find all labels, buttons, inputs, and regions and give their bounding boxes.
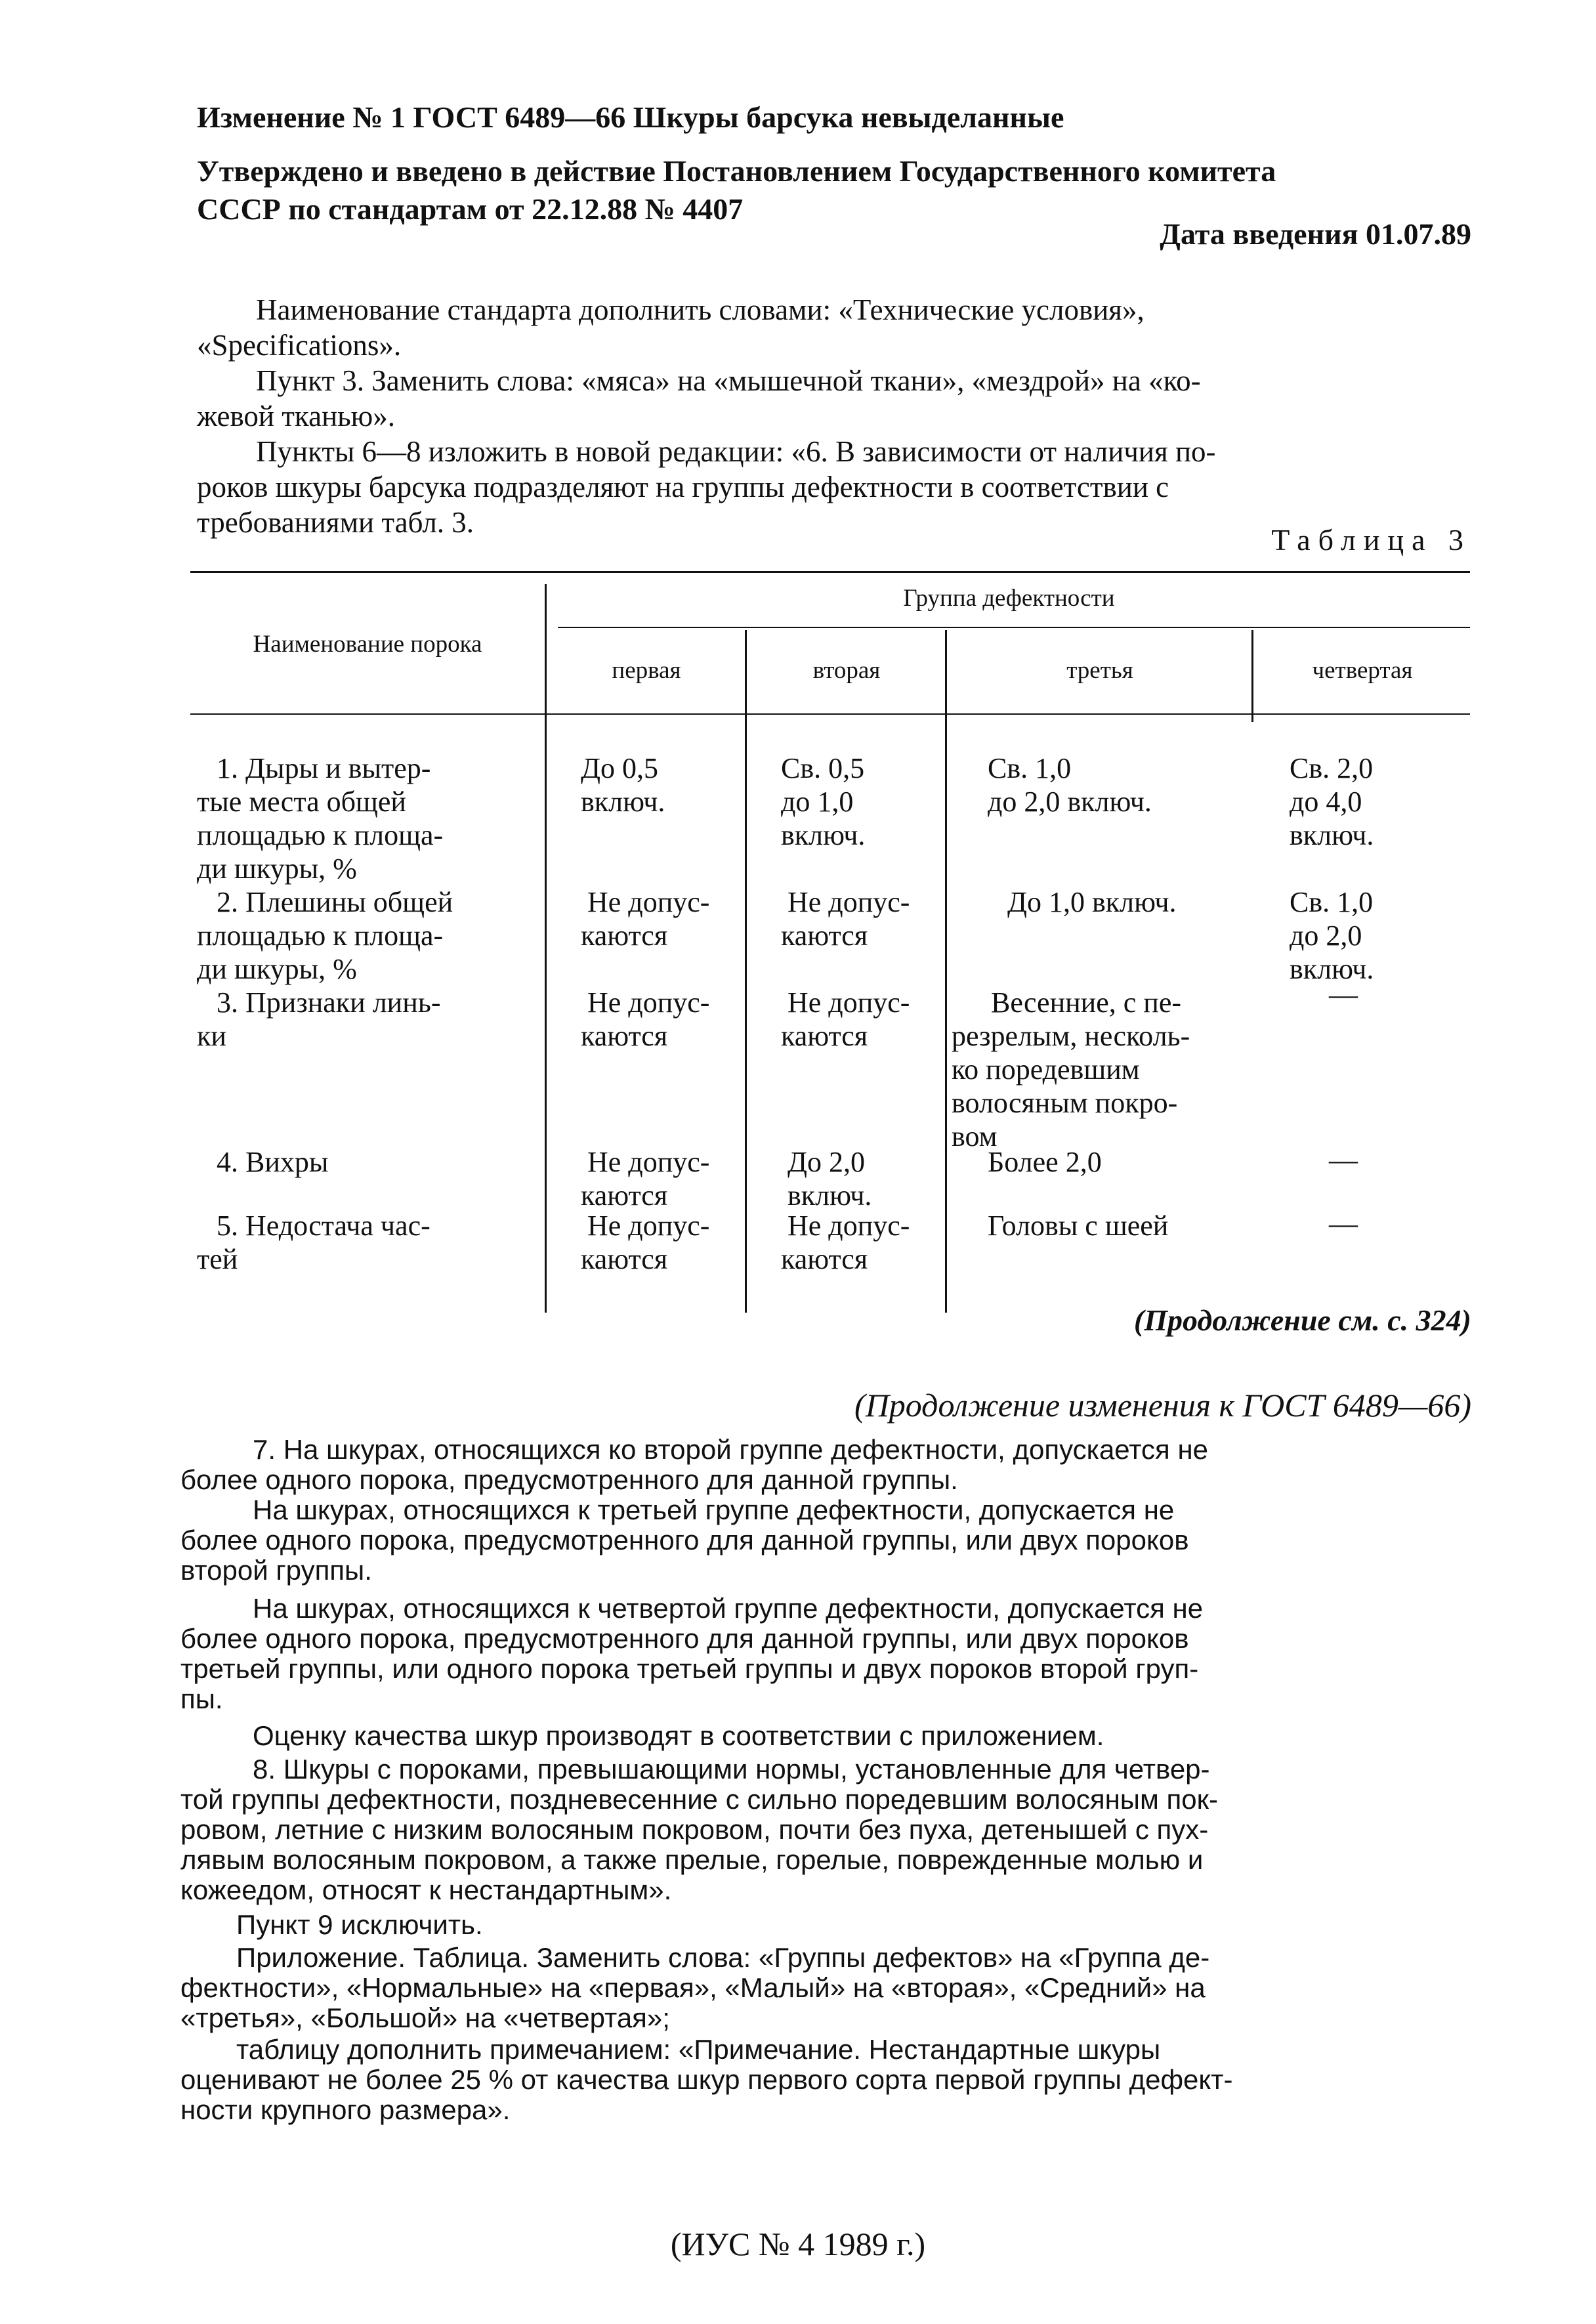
paragraph-point-9 (180, 1910, 1467, 1940)
cell-line: площадью к площа- (197, 819, 444, 851)
cell-line: Св. 1,0 (1290, 886, 1374, 918)
cell-line: до 2,0 включ. (988, 786, 1152, 818)
group-header-rule (558, 627, 1470, 628)
table-row-1-fourth (1290, 751, 1374, 852)
text-line: кожеедом, относят к нестандартным». (180, 1874, 672, 1905)
introduction-date: Дата введения 01.07.89 (1160, 217, 1471, 251)
table-row-5-fourth: — (1329, 1208, 1358, 1240)
table-row-1-name (197, 751, 443, 885)
cell-line: включ. (1290, 953, 1374, 985)
table-row-1-first (581, 751, 665, 818)
column-header-defect-name: Наименование порока (253, 631, 482, 658)
publication-source: (ИУС № 4 1989 г.) (670, 2226, 926, 2262)
table-row-3-first (581, 986, 709, 1053)
table-row-4-second (781, 1145, 872, 1212)
text-line: более одного порока, предусмотренного для данной группы, или двух пороков (180, 1525, 1189, 1555)
cell-line: до 1,0 (781, 786, 854, 818)
document-title: Изменение № 1 ГОСТ 6489—66 Шкуры барсука невыделанные (197, 100, 1064, 134)
cell-line: каются (581, 1020, 668, 1052)
cell-line: вом (952, 1120, 998, 1152)
table-row-3-fourth: — (1329, 979, 1358, 1011)
text-line: 8. Шкуры с пороками, превышающими нормы, установленные для четвер- (253, 1754, 1210, 1785)
text-line: «третья», «Большой» на «четвертая»; (180, 2002, 670, 2033)
text-line: требованиями табл. 3. (197, 506, 474, 539)
cell-line: Не допус- (587, 1210, 710, 1242)
text-line: Пункт 9 исключить. (236, 1909, 483, 1940)
text-line: На шкурах, относящихся к третьей группе дефектности, допускается не (253, 1494, 1175, 1525)
continuation-note: (Продолжение см. с. 324) (1133, 1303, 1471, 1337)
table-row-5-third (988, 1209, 1168, 1242)
cell-line: каются (781, 1020, 868, 1052)
cell-line: ди шкуры, % (197, 953, 357, 985)
cell-line: тей (197, 1243, 238, 1275)
cell-line: каются (781, 919, 868, 952)
paragraph-point-7 (180, 1435, 1467, 1495)
cell-line: До 1,0 включ. (1007, 886, 1177, 918)
table-row-1-third (988, 751, 1152, 818)
text-line: более одного порока, предусмотренного для данной группы. (180, 1464, 958, 1495)
cell-line: каются (581, 1179, 668, 1212)
cell-line: Не допус- (788, 1210, 910, 1242)
cell-line: каются (581, 919, 668, 952)
text-line: Наименование стандарта дополнить словами: «Технические условия», (256, 293, 1144, 326)
cell-line: включ. (788, 1179, 872, 1212)
paragraph-fourth-group (180, 1594, 1467, 1714)
table-row-4-first (581, 1145, 709, 1212)
paragraph-third-group (180, 1495, 1467, 1586)
text-line: оценивают не более 25 % от качества шкур первого сорта первой группы дефект- (180, 2064, 1233, 2095)
cell-line: Головы с шеей (988, 1210, 1169, 1242)
table-column-divider (545, 584, 547, 1313)
cell-line: ки (197, 1020, 226, 1052)
table-row-2-second (781, 885, 910, 952)
table-row-5-second (781, 1209, 910, 1276)
cell-line: резрелым, несколь- (952, 1020, 1190, 1052)
cell-line: 5. Недостача час- (217, 1210, 430, 1242)
table-column-divider (745, 630, 747, 1313)
text-line: ровом, летние с низким волосяным покровом, почти без пуха, детенышей с пух- (180, 1814, 1209, 1845)
table-row-2-first (581, 885, 709, 952)
paragraph-appendix-note (180, 2035, 1467, 2125)
cell-line: ко поредевшим (952, 1053, 1140, 1086)
text-line: Пункт 3. Заменить слова: «мяса» на «мышечной ткани», «мездрой» на «ко- (256, 364, 1201, 397)
cell-line: включ. (581, 786, 665, 818)
table-header-rule (190, 713, 1470, 715)
table-row-3-name (197, 986, 440, 1053)
text-line: пы. (180, 1683, 223, 1714)
cell-line: 1. Дыры и вытер- (217, 752, 431, 784)
text-line: более одного порока, предусмотренного для данной группы, или двух пороков (180, 1623, 1189, 1654)
cell-line: волосяным покро- (952, 1087, 1178, 1119)
column-header-fourth: четвертая (1312, 657, 1413, 684)
cell-line: Св. 0,5 (781, 752, 865, 784)
cell-line: Св. 2,0 (1290, 752, 1374, 784)
text-line: Оценку качества шкур производят в соответствии с приложением. (253, 1720, 1104, 1751)
cell-line: включ. (781, 819, 866, 851)
cell-line: ди шкуры, % (197, 853, 357, 885)
text-line: ности крупного размера». (180, 2094, 511, 2125)
text-line: таблицу дополнить примечанием: «Примечание. Нестандартные шкуры (236, 2034, 1161, 2065)
column-header-first: первая (612, 657, 681, 684)
paragraph-point-3 (197, 363, 1470, 434)
cell-line: До 0,5 (581, 752, 659, 784)
table-row-1-second (781, 751, 865, 852)
text-line: третьей группы, или одного порока третьей группы и двух пороков второй груп- (180, 1653, 1199, 1684)
cell-line: Не допус- (587, 1146, 710, 1178)
cell-line: 4. Вихры (217, 1146, 329, 1178)
table-top-rule (190, 571, 1470, 573)
approval-line: СССР по стандартам от 22.12.88 № 4407 (197, 192, 744, 226)
paragraph-standard-name (197, 292, 1470, 363)
table-row-4-name (217, 1145, 328, 1179)
text-line: роков шкуры барсука подразделяют на группы дефектности в соответствии с (197, 471, 1169, 503)
table-row-4-third (988, 1145, 1102, 1179)
cell-line: Более 2,0 (988, 1146, 1102, 1178)
text-line: лявым волосяным покровом, а также прелые, горелые, поврежденные молью и (180, 1844, 1204, 1875)
cell-line: до 4,0 (1290, 786, 1362, 818)
cell-line: 3. Признаки линь- (217, 986, 441, 1019)
paragraph-appendix (180, 1943, 1467, 2033)
cell-line: Не допус- (587, 886, 710, 918)
table-row-5-name (197, 1209, 430, 1276)
approval-line: Утверждено и введено в действие Постановлением Государственного комитета (197, 154, 1276, 188)
cell-line: Не допус- (788, 986, 910, 1019)
column-header-second: вторая (812, 657, 881, 684)
text-line: «Specifications». (197, 329, 402, 362)
table-row-4-fourth: — (1329, 1144, 1358, 1176)
cell-line: тые места общей (197, 786, 406, 818)
table-row-2-third (1007, 885, 1176, 919)
cell-line: до 2,0 (1290, 919, 1362, 952)
table-column-divider (1251, 630, 1253, 722)
text-line: Приложение. Таблица. Заменить слова: «Группы дефектов» на «Группа де- (236, 1942, 1210, 1973)
text-line: Пункты 6—8 изложить в новой редакции: «6. В зависимости от наличия по- (256, 435, 1216, 468)
table-row-5-first (581, 1209, 709, 1276)
table-row-2-name (197, 885, 453, 986)
table-row-3-third (952, 986, 1190, 1153)
cell-line: До 2,0 (788, 1146, 866, 1178)
cell-line: Не допус- (788, 886, 910, 918)
cell-line: 2. Плешины общей (217, 886, 453, 918)
table-row-2-fourth (1290, 885, 1374, 986)
cell-line: площадью к площа- (197, 919, 444, 952)
table-column-divider (945, 630, 947, 1313)
paragraph-point-8 (180, 1754, 1467, 1905)
cell-line: Не допус- (587, 986, 710, 1019)
cell-line: Весенние, с пе- (991, 986, 1181, 1019)
cell-line: каются (781, 1243, 868, 1275)
paragraph-quality-assessment (180, 1721, 1467, 1751)
text-line: На шкурах, относящихся к четвертой группе дефектности, допускается не (253, 1593, 1204, 1624)
continuation-heading: (Продолжение изменения к ГОСТ 6489—66) (854, 1387, 1471, 1424)
column-header-third: третья (1066, 657, 1133, 684)
cell-line: Св. 1,0 (988, 752, 1072, 784)
text-line: жевой тканью». (197, 400, 396, 433)
cell-line: включ. (1290, 819, 1374, 851)
text-line: 7. На шкурах, относящихся ко второй группе дефектности, допускается не (253, 1434, 1208, 1465)
text-line: той группы дефектности, поздневесенние с сильно поредевшим волосяным пок- (180, 1784, 1218, 1815)
table-caption: Таблица 3 (1271, 523, 1471, 557)
column-header-defect-group: Группа дефектности (903, 585, 1115, 612)
text-line: второй группы. (180, 1555, 372, 1586)
cell-line: каются (581, 1243, 668, 1275)
table-row-3-second (781, 986, 910, 1053)
text-line: фектности», «Нормальные» на «первая», «Малый» на «вторая», «Средний» на (180, 1972, 1206, 2003)
defect-groups-table (190, 571, 1470, 1326)
